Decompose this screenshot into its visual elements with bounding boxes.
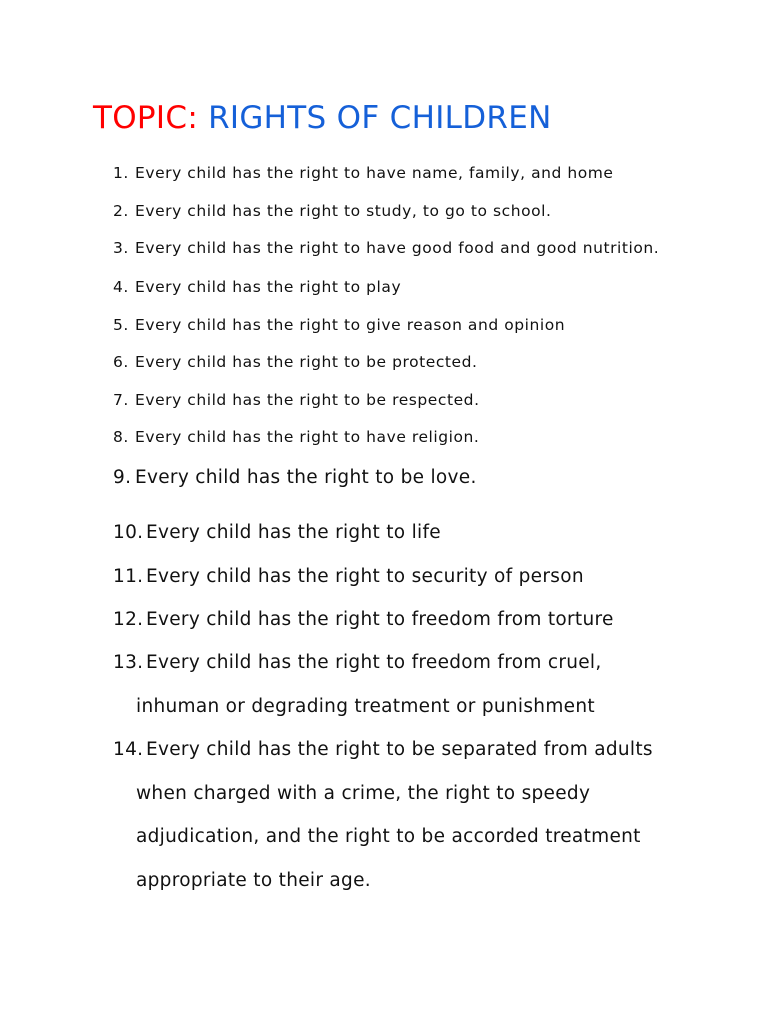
list-item-number: 4.	[113, 278, 129, 296]
list-item-text: Every child has the right to freedom from torture	[146, 609, 614, 630]
list-item-text: Every child has the right to life	[146, 522, 441, 543]
list-item-number: 8.	[113, 428, 129, 446]
list-item-number: 13.	[113, 652, 144, 673]
list-item-number: 5.	[113, 316, 129, 334]
list-item-text: Every child has the right to have good food and good nutrition.	[135, 239, 660, 257]
list-item-continuation: adjudication, and the right to be accorded treatment	[136, 826, 641, 847]
list-item	[113, 277, 401, 297]
list-item-number: 12.	[113, 609, 144, 630]
list-item	[113, 738, 653, 762]
list-item	[113, 427, 479, 447]
list-item-number: 11.	[113, 566, 144, 587]
list-item	[113, 238, 659, 258]
list-item	[113, 315, 565, 335]
list-item-continuation: inhuman or degrading treatment or punishment	[136, 696, 595, 717]
list-item-text: Every child has the right to play	[135, 278, 402, 296]
list-item-text: Every child has the right to be separated from adults	[146, 739, 653, 760]
list-item-text: Every child has the right to be love.	[135, 467, 477, 488]
list-item-text: Every child has the right to study, to go to school.	[135, 202, 552, 220]
list-item	[113, 565, 584, 589]
list-item-number: 7.	[113, 391, 129, 409]
list-item	[113, 608, 614, 632]
list-item-number: 2.	[113, 202, 129, 220]
list-item-text: Every child has the right to be protected.	[135, 353, 478, 371]
list-item-text: Every child has the right to be respected.	[135, 391, 480, 409]
list-item-number: 10.	[113, 522, 144, 543]
title-topic: RIGHTS OF CHILDREN	[208, 100, 552, 136]
list-item-number: 3.	[113, 239, 129, 257]
list-item-number: 14.	[113, 739, 144, 760]
list-item-continuation: when charged with a crime, the right to speedy	[136, 783, 591, 804]
list-item-text: Every child has the right to have name, family, and home	[135, 164, 614, 182]
list-item-text: Every child has the right to give reason and opinion	[135, 316, 566, 334]
list-item-number: 6.	[113, 353, 129, 371]
list-item	[113, 466, 477, 490]
list-item-number: 1.	[113, 164, 129, 182]
list-item	[113, 390, 480, 410]
list-item	[113, 201, 552, 221]
title-label: TOPIC:	[93, 100, 199, 136]
list-item	[113, 352, 478, 372]
list-item-text: Every child has the right to freedom from cruel,	[146, 652, 602, 673]
list-item	[113, 651, 602, 675]
list-item-text: Every child has the right to security of person	[146, 566, 584, 587]
list-item-text: Every child has the right to have religion.	[135, 428, 480, 446]
list-item	[113, 163, 614, 183]
list-item-continuation: appropriate to their age.	[136, 870, 371, 891]
list-item-number: 9.	[113, 467, 132, 488]
list-item	[113, 521, 441, 545]
